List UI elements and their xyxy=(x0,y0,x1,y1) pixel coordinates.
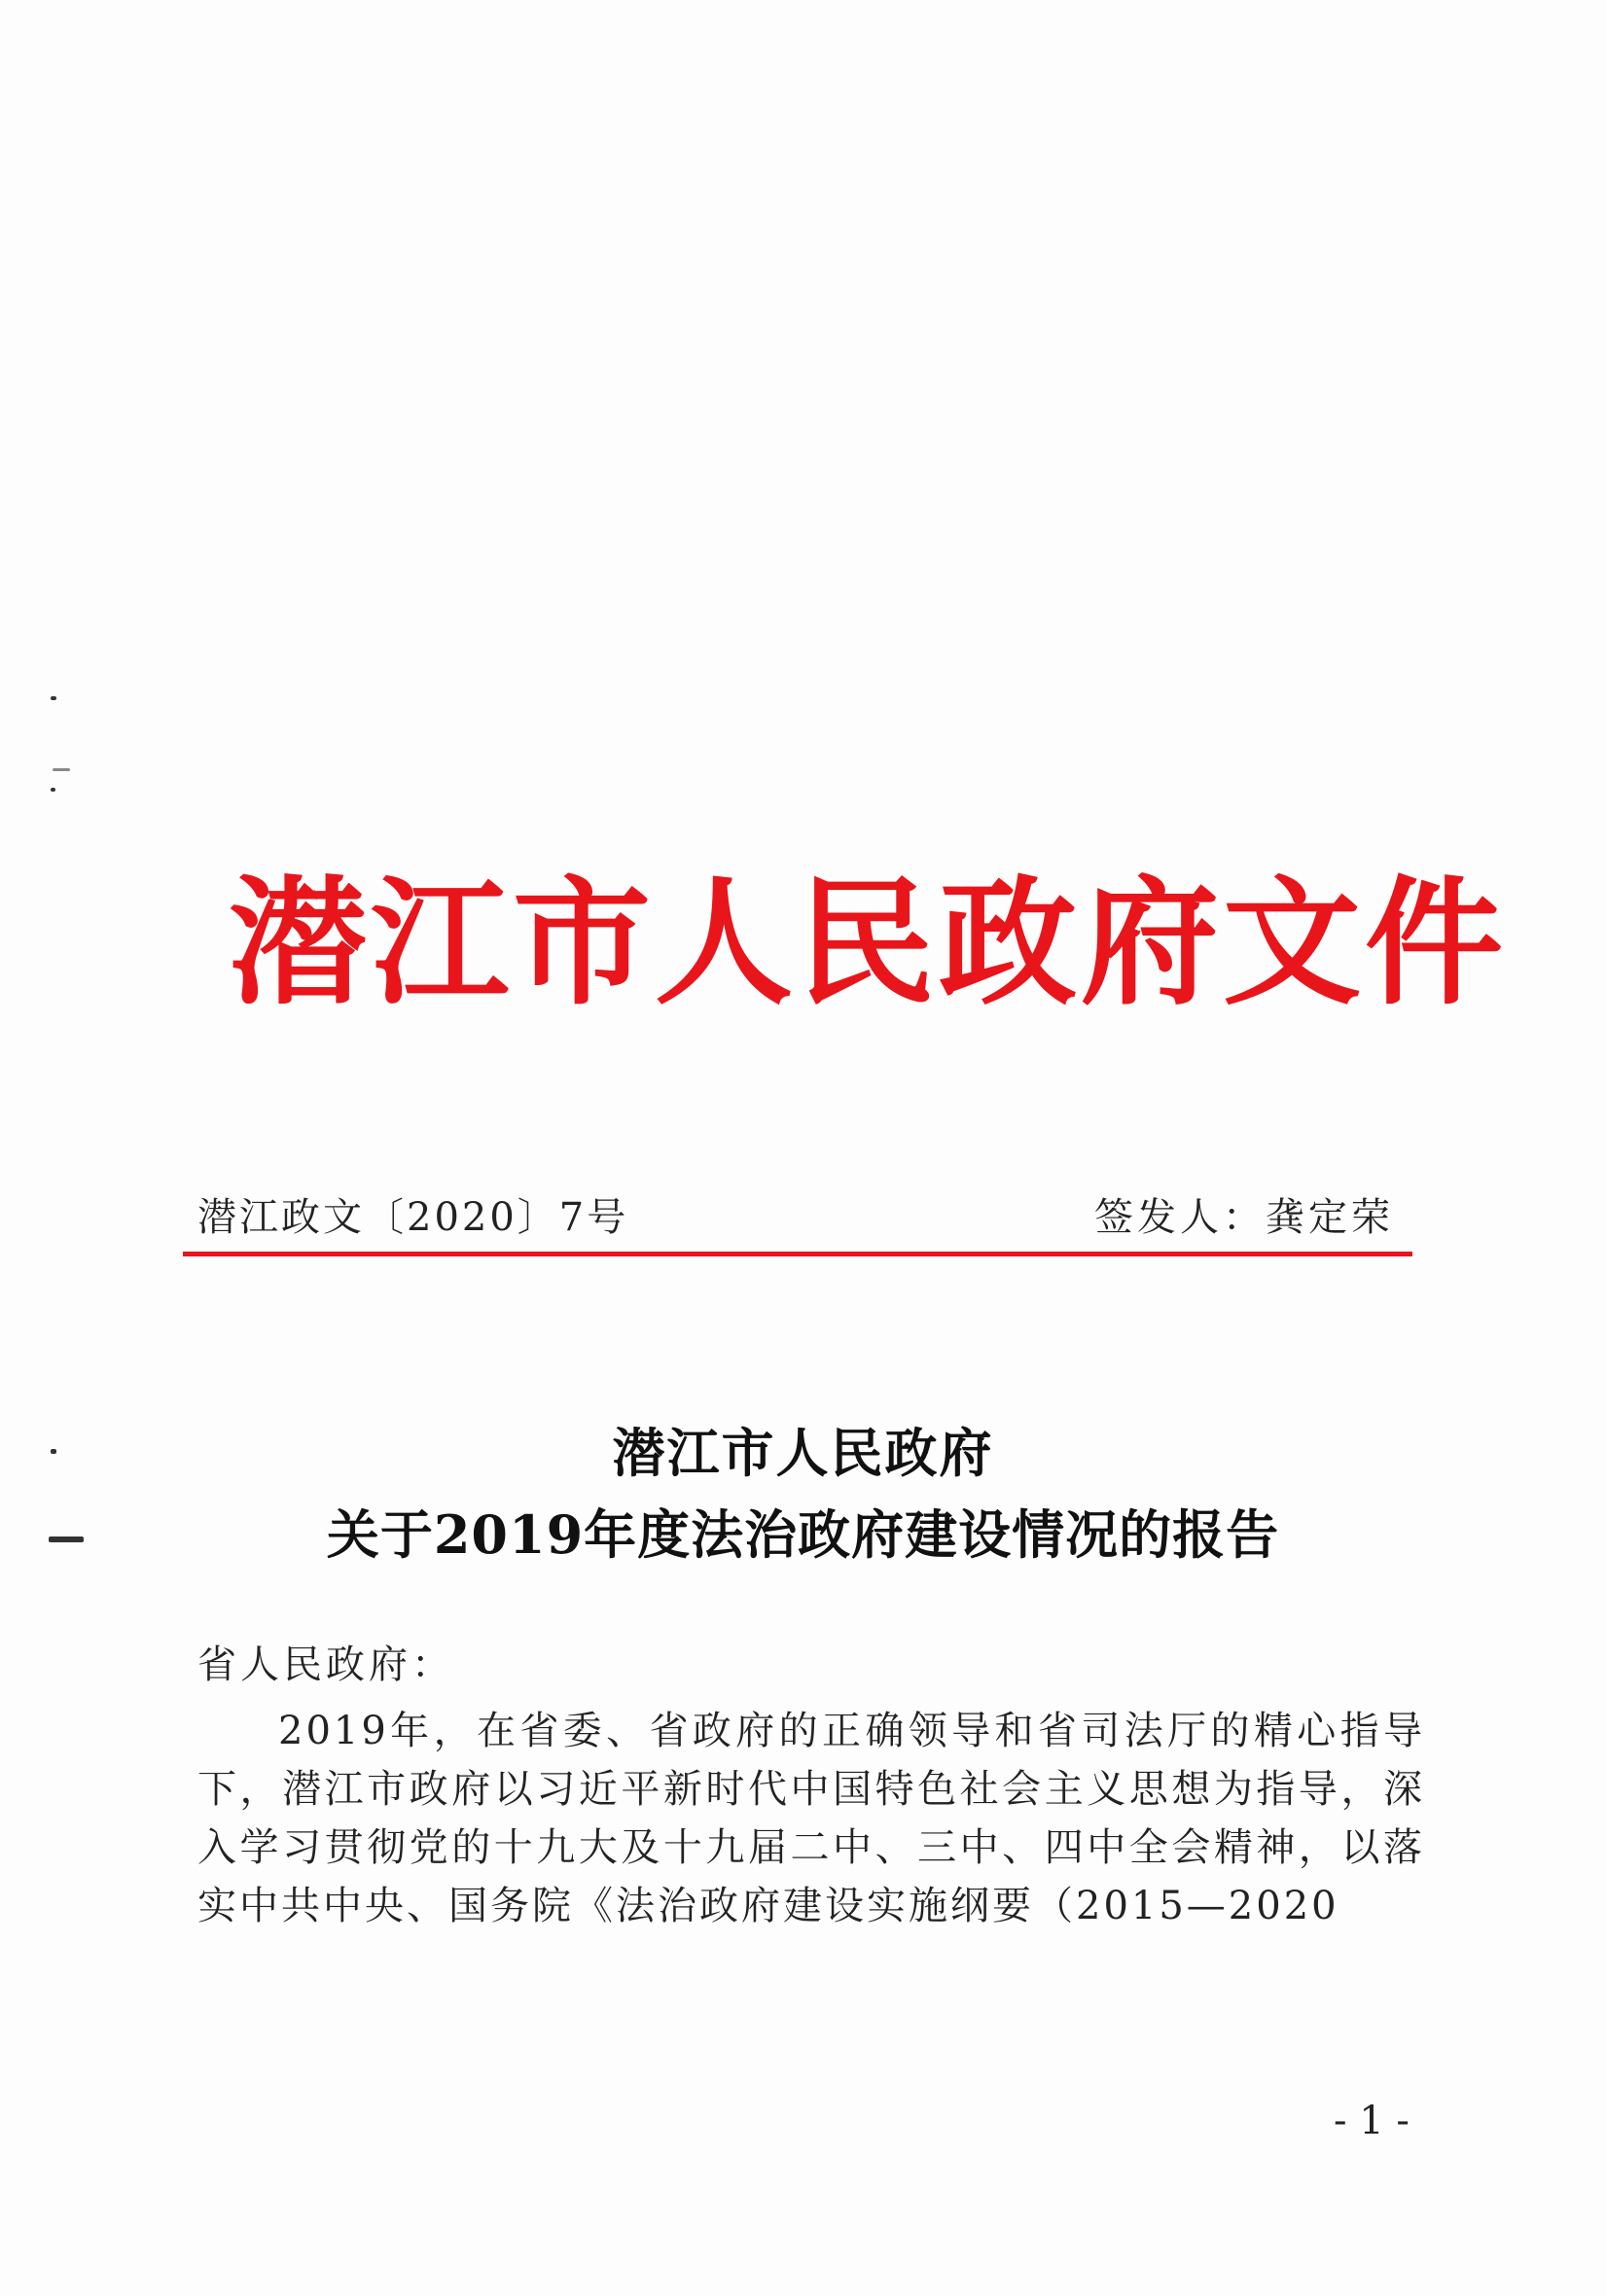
document-header-title: 潜江市人民政府文件 xyxy=(229,863,1507,1024)
scan-speck xyxy=(53,768,70,771)
report-title-line-1: 潜江市人民政府 xyxy=(612,1422,994,1484)
scan-speck xyxy=(51,696,56,700)
document-number: 潜江政文〔2020〕7号 xyxy=(197,1195,629,1240)
red-separator-line xyxy=(183,1252,1412,1256)
salutation: 省人民政府： xyxy=(197,1643,454,1687)
report-title-line-2: 关于2019年度法治政府建设情况的报告 xyxy=(326,1503,1280,1566)
issuer-signatory: 签发人：龚定荣 xyxy=(1094,1195,1394,1240)
scan-speck xyxy=(51,788,55,792)
page-number: - 1 - xyxy=(1334,2099,1410,2143)
body-paragraph: 2019年，在省委、省政府的正确领导和省司法厅的精心指导下，潜江市政府以习近平新时代中国特色社会主义思想为指导，深入学习贯彻党的十九大及十九届二中、三中、四中全会精神，以落实中共中央、国务院《法治政府建设实施纲要（2015—2020 xyxy=(197,1709,1425,1928)
